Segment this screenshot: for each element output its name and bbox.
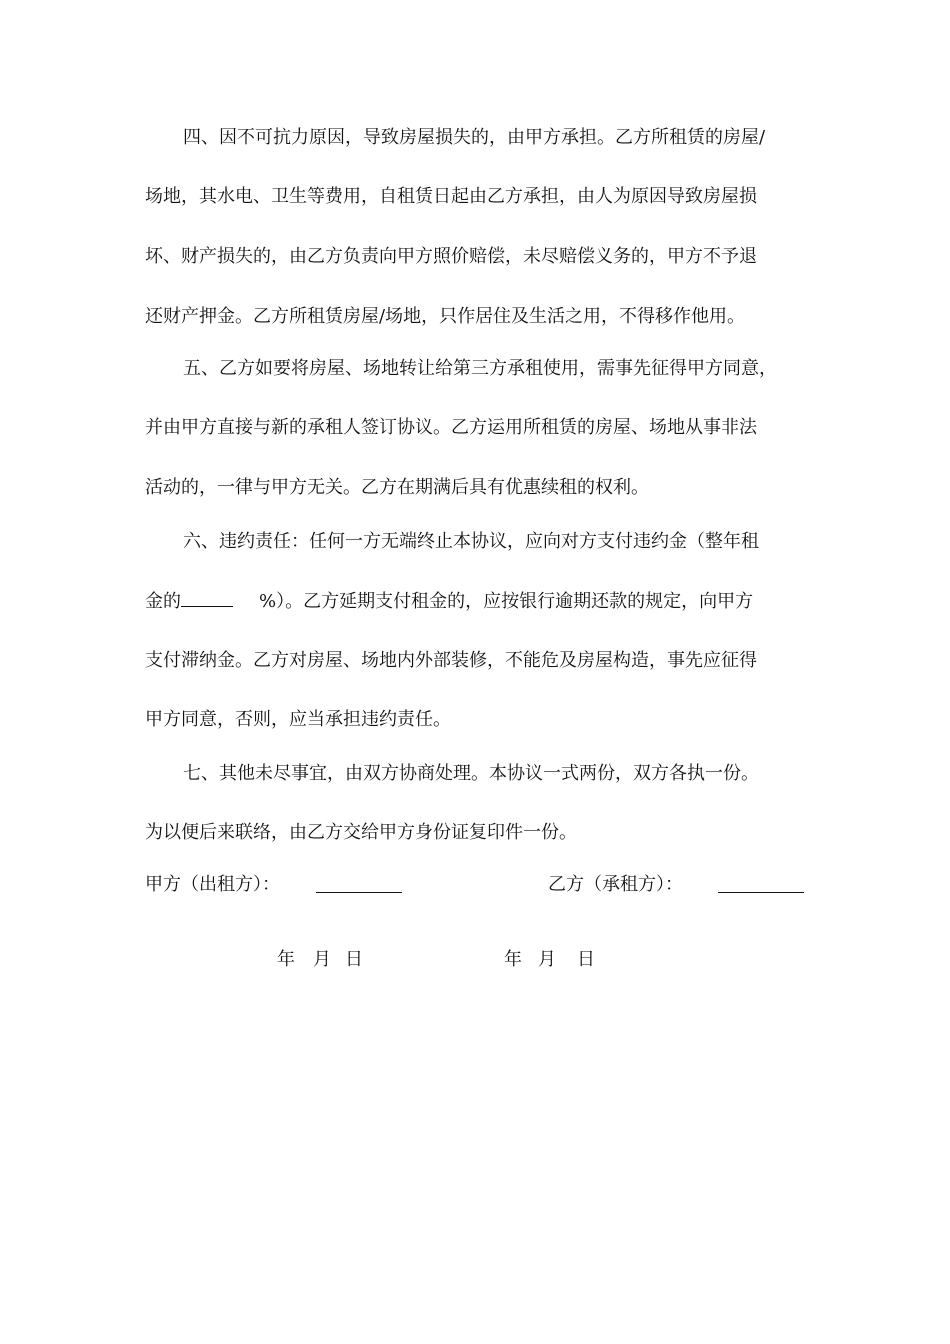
- party-b-date-day: 日: [577, 949, 595, 970]
- party-a-date-day: 日: [345, 949, 363, 970]
- party-b-label: 乙方（承租方）：: [548, 874, 683, 895]
- party-a-signature-blank[interactable]: [316, 891, 402, 893]
- clause-5-line-3: 活动的，一律与甲方无关。乙方在期满后具有优惠续租的权利。: [145, 477, 649, 498]
- party-b-date-year: 年: [504, 949, 522, 970]
- penalty-percent-blank[interactable]: [181, 589, 233, 607]
- clause-5-line-2: 并由甲方直接与新的承租人签订协议。乙方运用所租赁的房屋、场地从事非法: [145, 417, 757, 438]
- clause-6-line-2-suffix: %）。乙方延期支付租金的，应按银行逾期还款的规定，向甲方: [259, 591, 754, 612]
- party-b-signature-blank[interactable]: [718, 891, 804, 893]
- party-a-date-month: 月: [313, 949, 331, 970]
- clause-5-line-1: 五、乙方如要将房屋、场地转让给第三方承租使用，需事先征得甲方同意，: [183, 358, 777, 379]
- clause-4-line-3: 坏、财产损失的，由乙方负责向甲方照价赔偿，未尽赔偿义务的，甲方不予退: [145, 246, 757, 267]
- clause-6-line-2-prefix: 金的: [145, 591, 181, 612]
- clause-6-line-2: [145, 589, 825, 614]
- party-a-label: 甲方（出租方）：: [145, 874, 280, 895]
- clause-6-line-3: 支付滞纳金。乙方对房屋、场地内外部装修，不能危及房屋构造，事先应征得: [145, 650, 757, 671]
- clause-4-line-1: 四、因不可抗力原因，导致房屋损失的，由甲方承担。乙方所租赁的房屋/: [183, 127, 766, 148]
- clause-6-line-4: 甲方同意，否则，应当承担违约责任。: [145, 709, 451, 730]
- clause-4-line-4: 还财产押金。乙方所租赁房屋/场地，只作居住及生活之用，不得移作他用。: [145, 306, 746, 327]
- clause-6-line-1: 六、违约责任：任何一方无端终止本协议，应向对方支付违约金（整年租: [183, 531, 759, 552]
- clause-4-line-2: 场地，其水电、卫生等费用，自租赁日起由乙方承担，由人为原因导致房屋损: [145, 186, 757, 207]
- clause-7-line-2: 为以便后来联络，由乙方交给甲方身份证复印件一份。: [145, 822, 577, 843]
- party-a-date-year: 年: [277, 949, 295, 970]
- party-b-date-month: 月: [538, 949, 556, 970]
- clause-7-line-1: 七、其他未尽事宜，由双方协商处理。本协议一式两份，双方各执一份。: [183, 763, 759, 784]
